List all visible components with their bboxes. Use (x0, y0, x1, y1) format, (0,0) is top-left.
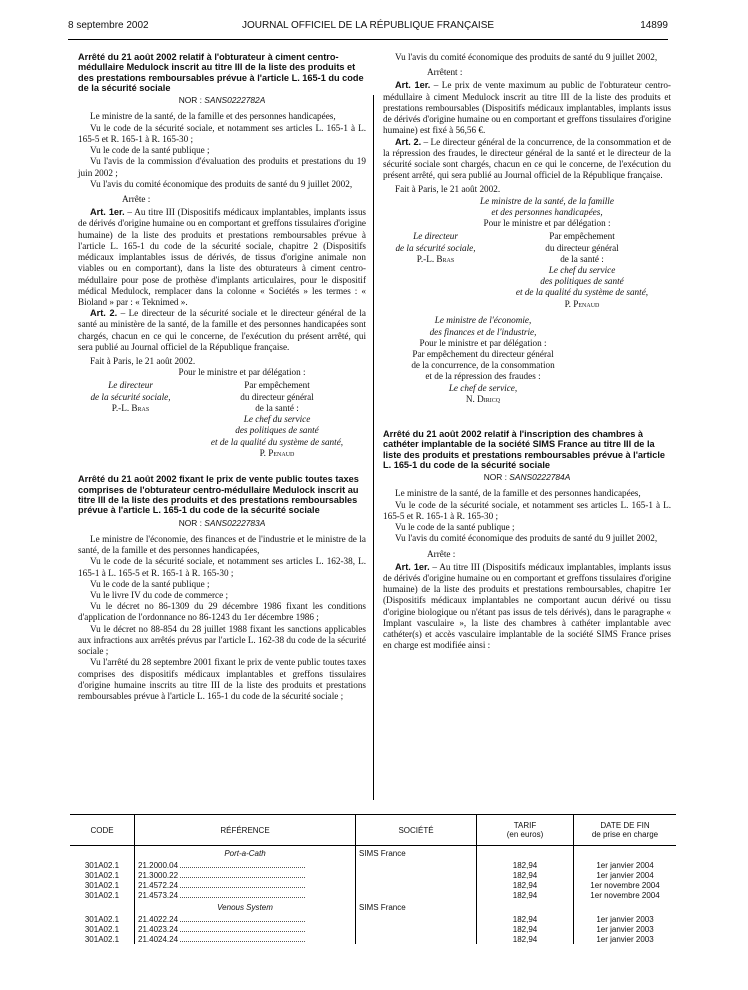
arrete2-minister-sante-2: et des personnes handicapées, (491, 206, 603, 217)
group-row (70, 900, 676, 914)
visa: Vu le code de la santé publique ; (395, 522, 515, 533)
arrete2-title: Arrêté du 21 août 2002 fixant le prix de vente public toutes taxes comprises de l'obturateur centro-médullaire Medulock inscrit au titre III de la liste des produits et des prestations remboursables prévue à l'article L. 165-1 du code de la sécurité sociale (78, 474, 359, 516)
visa: Vu le code de la santé publique ; (90, 145, 210, 156)
page-header (68, 20, 668, 34)
arrete2-nor: NOR : SANS0222783A (178, 517, 266, 528)
arrete3-title: Arrêté du 21 août 2002 relatif à l'inscription des chambres à cathéter implantable de la société SIMS France au titre III de la liste des produits et prestations remboursables prévue à l'article L. 165-1 du code de la sécurité sociale (383, 429, 665, 470)
table-row: 301A02.1 21.4024.24 182,94 1er janvier 2003 (70, 934, 676, 944)
visa: Vu l'arrêté du 28 septembre 2001 fixant le prix de vente public toutes taxes comprises des dispositifs médicaux implantables et greffons tissulaires d'origine humaine inscrits au titre III de la liste des produits et prestations remboursables prévue à l'article L. 165-1 du code de la sécurité sociale ; (78, 657, 366, 701)
arrete2-article2: Art. 2. – Le directeur général de la concurrence, de la consommation et de la répression des fraudes, le directeur général de la santé et le directeur de la sécurité sociale sont chargés, chacun en ce qui le concerne, de l'exécution du présent arrêté, qui sera publié au Journal officiel de la République française. (383, 136, 671, 181)
visa: Le ministre de l'économie, des finances et de l'industrie et le ministre de la santé, de la famille et des personnes handicapées, (78, 533, 366, 556)
arrete3-article1: Art. 1er. – Au titre III (Dispositifs médicaux implantables, implants issus de dérivés d'origine humaine ou en comportant et greffons tissulaires d'origine humaine) de la liste des produits et prestations remboursables, chapitre 1er (Dispositifs médicaux implantables ne comportant aucun dérivé ou tissu d'origine biologique ou n'étant pas issus de tels dérivés), dans le paragraphe « Implant vasculaire », la liste des chambres à cathéter implantable avec cathéter(s) et accès vasculaire implantable de la société SIMS France prises en charge est modifiée ainsi : (383, 561, 671, 651)
visa: Vu le code de la sécurité sociale, et notamment ses articles L. 162-38, L. 165-1 à L. 165-5 et R. 165-1 à R. 165-30 ; (78, 556, 366, 578)
right-column (383, 52, 671, 652)
arrete1-arrete-word: Arrête : (122, 193, 151, 204)
visa: Vu l'avis du comité économique des produits de santé du 9 juillet 2002, (90, 178, 353, 189)
table-row: 301A02.1 21.4573.24 182,94 1er novembre 2004 (70, 890, 676, 900)
arrete2-fait: Fait à Paris, le 21 août 2002. (395, 184, 501, 195)
arrete2-economy-signature: Le ministre de l'économie, des finances et de l'industrie, Pour le ministre et par délégation : Par empêchement du directeur général de la concurrence, de la consommation et de la répression des fraudes : Le chef de service, N. Diricq (411, 315, 555, 404)
visa: Vu le décret no 86-1309 du 29 décembre 1986 fixant les conditions d'application de l'ordonnance no 86-1243 du 1er décembre 1986 ; (78, 601, 366, 623)
col-header-tarif: TARIF (en euros) (477, 815, 574, 846)
col-header-societe: SOCIÉTÉ (356, 815, 477, 846)
group-name: Venous System (135, 900, 356, 914)
arrete1-title: Arrêté du 21 août 2002 relatif à l'obturateur à ciment centro-médullaire Medulock inscrit au titre III de la liste des produits et des prestations remboursables prévue à l'article L. 165-1 du code de la sécurité sociale (78, 52, 364, 93)
visa: Vu l'avis de la commission d'évaluation des produits et prestations du 19 juin 2002 ; (78, 156, 366, 178)
left-column (78, 52, 366, 702)
table-row: 301A02.1 21.4023.24 182,94 1er janvier 2003 (70, 924, 676, 934)
visa: Vu l'avis du comité économique des produits de santé du 9 juillet 2002, (395, 52, 658, 62)
visa: Vu le code de la sécurité sociale, et notamment ses articles L. 165-1 à L. 165-5 et R. 165-1 à R. 165-30 ; (383, 499, 671, 521)
visa: Vu le livre IV du code de commerce ; (90, 590, 229, 600)
visa: Vu l'avis du comité économique des produits de santé du 9 juillet 2002, (395, 533, 658, 544)
arrete2-arrete-word: Arrêtent : (427, 67, 463, 78)
header-rule (68, 39, 668, 40)
page-number: 14899 (640, 20, 668, 31)
arrete1-article2: Art. 2. – Le directeur de la sécurité sociale et le directeur général de la santé au ministère de la santé, de la famille et des personnes handicapées sont chargés, chacun en ce qui le concerne, de l'exécution du présent arrêté, qui sera publié au Journal officiel de la République française. (78, 308, 366, 352)
arrete2-article1: Art. 1er. – Le prix de vente maximum au public de l'obturateur centro-médullaire à ciment Medulock inscrit au titre III de la liste des produits et prestations remboursables (Dispositifs médicaux implantables, implants issus de dérivés d'origine humaine ou en comportant et greffons tissulaires d'origine humaine) est fixé à 56,56 €. (383, 80, 671, 136)
col-header-reference: RÉFÉRENCE (135, 815, 356, 846)
signature-left: Le directeur de la sécurité sociale, P.-L. Bras (395, 231, 476, 264)
col-header-date: DATE DE FIN de prise en charge (574, 815, 677, 846)
arrete2-minister-sante: Le ministre de la santé, de la famille (480, 195, 614, 206)
arrete2-pour: Pour le ministre et par délégation : (483, 218, 611, 229)
table-row: 301A02.1 21.2000.04 182,94 1er janvier 2004 (70, 860, 676, 870)
issue-date: 8 septembre 2002 (68, 20, 149, 31)
arrete1-pour: Pour le ministre et par délégation : (178, 367, 306, 378)
group-row (70, 846, 676, 861)
arrete3-visas (383, 488, 671, 544)
col-header-code: CODE (70, 815, 135, 846)
group-name: Port-a-Cath (135, 846, 356, 861)
visa: Vu le décret no 88-854 du 28 juillet 1988 fixant les sanctions applicables aux infractions aux arrêtés prévus par l'article L. 162-38 du code de la sécurité sociale ; (78, 623, 366, 657)
table-header-row (70, 815, 676, 846)
visa: Vu le code de la sécurité sociale, et notamment ses articles L. 165-1 à L. 165-5 et R. 165-1 à R. 165-30 ; (78, 122, 366, 144)
arrete2-visas (78, 534, 366, 702)
arrete2-signatures (383, 231, 671, 309)
table-row: 301A02.1 21.4572.24 182,94 1er novembre 2004 (70, 880, 676, 890)
products-table (70, 814, 676, 944)
visa: Le ministre de la santé, de la famille et des personnes handicapées, (90, 111, 336, 122)
visa: Vu le code de la santé publique ; (90, 578, 210, 589)
group-societe: SIMS France (356, 846, 477, 861)
signature-right: Par empêchement du directeur général de la santé : Le chef du service des politiques de santé et de la qualité du système de santé, P. Penaud (210, 380, 344, 458)
arrete1-signatures (78, 380, 366, 458)
group-societe: SIMS France (356, 900, 477, 914)
arrete1-fait: Fait à Paris, le 21 août 2002. (90, 356, 196, 367)
arrete1-article1: Art. 1er. – Au titre III (Dispositifs médicaux implantables, implants issus de dérivés d'origine humaine ou en comportant et greffons tissulaires d'origine humaine) de la liste des produits et prestations remboursables prévue à l'article L. 165-1 du code de la sécurité sociale, chapitre 2 (Dispositifs médicaux implantables issus de dérivés, de tissus d'origine animale non viables ou en comportant), dans la liste des obturateurs à ciment centro-médullaire pour pose de prothèse d'implants articulaires, pour le dispositif médical Medulock, remplacer dans la colonne « Sociétés » les termes : « Bioland » par : « Teknimed ». (78, 207, 366, 307)
arrete1-visas (78, 111, 366, 190)
table-row: 301A02.1 21.3000.22 182,94 1er janvier 2004 (70, 870, 676, 880)
journal-title: JOURNAL OFFICIEL DE LA RÉPUBLIQUE FRANÇAISE (241, 20, 495, 31)
arrete3-nor: NOR : SANS0222784A (483, 472, 571, 483)
table-row: 301A02.1 21.4022.24 182,94 1er janvier 2003 (70, 914, 676, 924)
signature-right: Par empêchement du directeur général de la santé : Le chef du service des politiques de santé et de la qualité du système de santé, P. Penaud (515, 231, 649, 309)
column-separator (373, 95, 374, 800)
signature-left: Le directeur de la sécurité sociale, P.-L. Bras (90, 380, 171, 413)
visa: Le ministre de la santé, de la famille et des personnes handicapées, (395, 488, 641, 499)
arrete1-nor: NOR : SANS0222782A (178, 95, 266, 106)
arrete3-arrete-word: Arrête : (427, 548, 456, 559)
